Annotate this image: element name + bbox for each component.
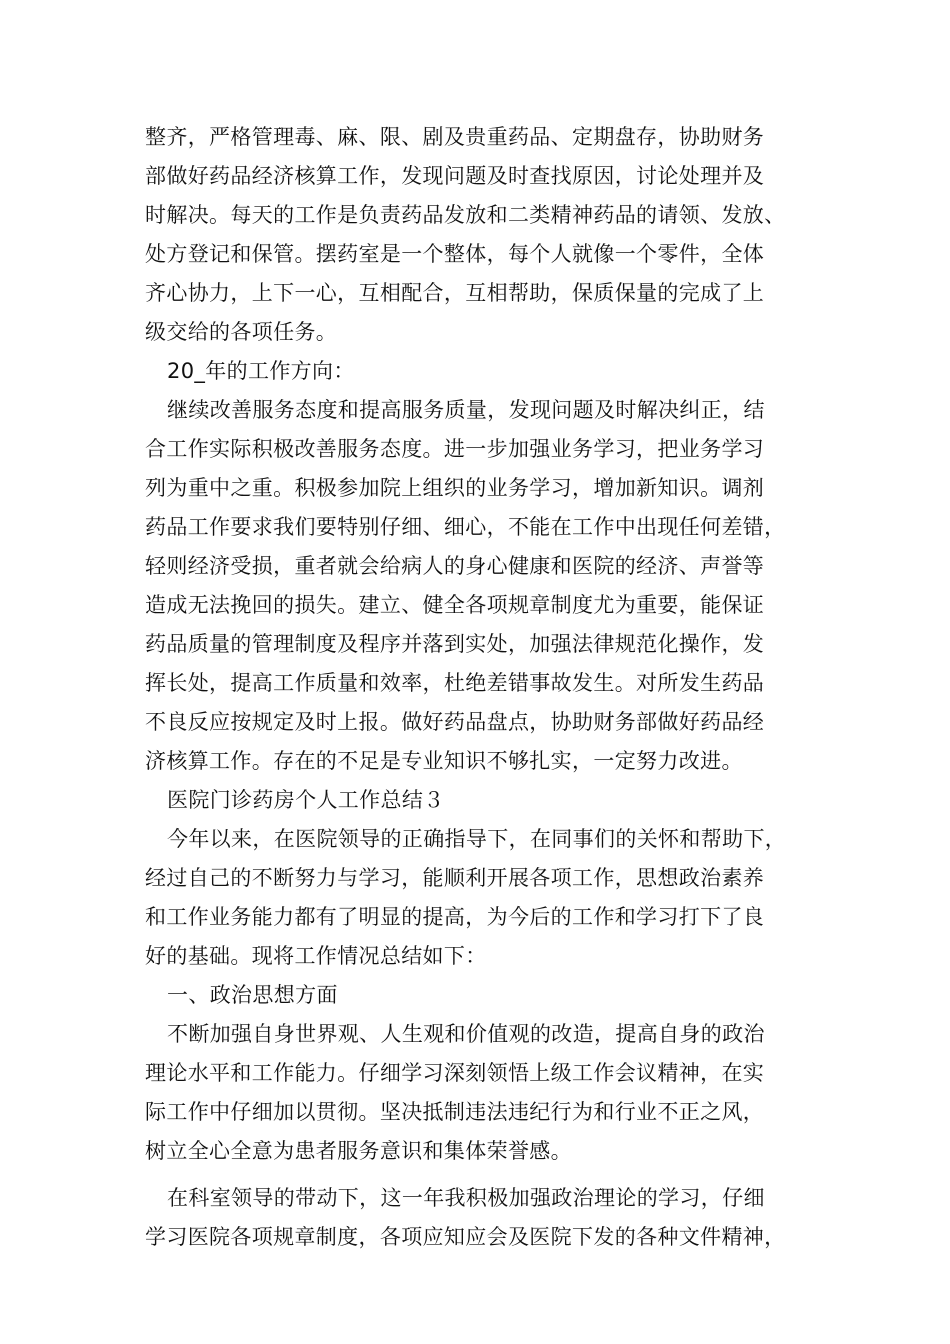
text-line: 经过自己的不断努力与学习，能顺利开展各项工作，思想政治素养 <box>145 866 765 890</box>
text-line: 齐心协力，上下一心，互相配合，互相帮助，保质保量的完成了上 <box>145 281 765 305</box>
text-line: 药品工作要求我们要特别仔细、细心，不能在工作中出现任何差错， <box>145 515 786 539</box>
text-line: 济核算工作。存在的不足是专业知识不够扎实，一定努力改进。 <box>145 749 743 773</box>
text-line: 挥长处，提高工作质量和效率，杜绝差错事故发生。对所发生药品 <box>145 671 765 695</box>
text-line: 时解决。每天的工作是负责药品发放和二类精神药品的请领、发放、 <box>145 203 786 227</box>
text-line: 和工作业务能力都有了明显的提高，为今后的工作和学习打下了良 <box>145 905 765 929</box>
paragraph-work-direction <box>145 391 825 781</box>
text-line: 树立全心全意为患者服务意识和集体荣誉感。 <box>145 1139 572 1163</box>
text-line: 药品质量的管理制度及程序并落到实处，加强法律规范化操作，发 <box>145 632 765 656</box>
section-heading-work-direction: 20_年的工作方向： <box>167 359 355 383</box>
text-line: 继续改善服务态度和提高服务质量，发现问题及时解决纠正，结 <box>167 398 765 422</box>
section-heading-politics: 一、政治思想方面 <box>167 983 338 1007</box>
text-line: 际工作中仔细加以贯彻。坚决抵制违法违纪行为和行业不正之风， <box>145 1100 765 1124</box>
text-line: 今年以来，在医院领导的正确指导下，在同事们的关怀和帮助下， <box>167 827 787 851</box>
text-line: 在科室领导的带动下，这一年我积极加强政治理论的学习，仔细 <box>167 1186 765 1210</box>
text-line: 轻则经济受损，重者就会给病人的身心健康和医院的经济、声誉等 <box>145 554 765 578</box>
text-line: 理论水平和工作能力。仔细学习深刻领悟上级工作会议精神，在实 <box>145 1061 765 1085</box>
text-line: 列为重中之重。积极参加院上组织的业务学习，增加新知识。调剂 <box>145 476 765 500</box>
paragraph-gap <box>145 1171 825 1179</box>
paragraph-intro <box>145 820 825 976</box>
document-section-title: 医院门诊药房个人工作总结３ <box>167 788 445 812</box>
text-line: 级交给的各项任务。 <box>145 320 338 344</box>
text-line: 处方登记和保管。摆药室是一个整体，每个人就像一个零件，全体 <box>145 242 765 266</box>
paragraph-politics <box>145 1015 825 1171</box>
text-line: 好的基础。现将工作情况总结如下： <box>145 944 487 968</box>
text-line: 学习医院各项规章制度，各项应知应会及医院下发的各种文件精神， <box>145 1225 786 1249</box>
text-line: 不断加强自身世界观、人生观和价值观的改造，提高自身的政治 <box>167 1022 765 1046</box>
text-line: 合工作实际积极改善服务态度。进一步加强业务学习，把业务学习 <box>145 437 765 461</box>
text-line: 部做好药品经济核算工作，发现问题及时查找原因，讨论处理并及 <box>145 164 765 188</box>
paragraph-study <box>145 1179 825 1257</box>
paragraph-continuation <box>145 118 825 352</box>
text-line: 整齐，严格管理毒、麻、限、剧及贵重药品、定期盘存，协助财务 <box>145 125 765 149</box>
document-body <box>145 118 825 1257</box>
text-line: 不良反应按规定及时上报。做好药品盘点，协助财务部做好药品经 <box>145 710 765 734</box>
text-line: 造成无法挽回的损失。建立、健全各项规章制度尤为重要，能保证 <box>145 593 765 617</box>
